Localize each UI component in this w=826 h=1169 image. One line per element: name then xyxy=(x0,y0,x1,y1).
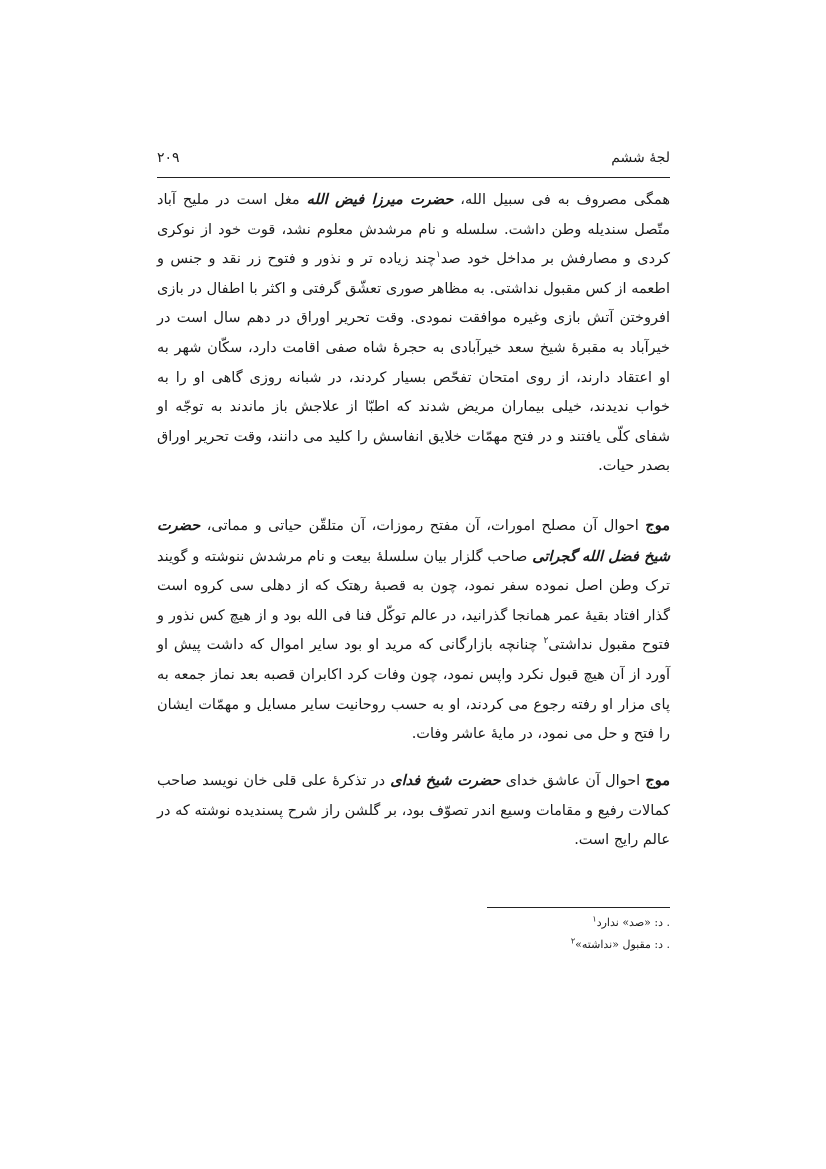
honorific-name: حضرت میرزا فیض الله xyxy=(306,191,454,208)
footnote-marker: ۱ xyxy=(435,250,441,261)
footnote-text: . د: «صد» ندارد xyxy=(596,916,670,929)
footnote-marker: ۲ xyxy=(543,636,549,647)
footnotes xyxy=(157,912,670,956)
paragraph-text: چنانچه بازارگانی که مرید او بود سایر اموال که داشت پیش او آورد از آن هیچ قبول نکرد واپس نمود، چون وفات کرد اکابران قصبه بعد نماز جمعه به پای مزار او رفته رجوع می کردند، او به حسب روحانیت سایر مسایل و مهمّات ایشان را فتح و حل می نمود، در مایۀ عاشر وفات. xyxy=(157,637,670,743)
page-number: ۲۰۹ xyxy=(157,150,180,166)
footnote-rule xyxy=(487,907,670,908)
paragraph-text: احوال آن عاشق خدای xyxy=(500,773,646,789)
paragraph-text: مغل است در ملیح آباد متّصل سندیله وطن داشت. سلسله و نام مرشدش معلوم نشد، قوت خود از نوکری کردی و مصارفش بر مداخل خود صد xyxy=(157,192,670,268)
paragraph-text: چند زیاده تر و نذور و فتوح زر نقد و جنس و اطعمه از کس مقبول نداشتی. به مظاهر صوری تعشّق گرفتی و اکثر با اطفال در بازی افروختن آتش بازی وغیره موافقت نمودی. وقت تحریر اوراق در دهم سال است در خیرآباد به مقبرۀ شیخ سعد خیرآبادی به حجرۀ شاه صفی اقامت دارد، سکّان شهر به او اعتقاد دارند، از روی امتحان تفحّص بسیار کردند، در شبانه روزی گاهی او را به خواب ندیدند، خیلی بیماران مریض شدند که اطبّا از علاجش باز ماندند به توجّه او شفای کلّی یافتند و در فتح مهمّات خلایق انفاسش را کلید می دانند، وقت تحریر اوراق بصدر حیات. xyxy=(157,251,670,475)
paragraph-text: صاحب گلزار بیان سلسلۀ بیعت و نام مرشدش ننوشته و گویند ترک وطن اصل نموده سفر نمود، چون به قصبۀ رهتک که از دهلی سی کروه است گذار افتاد بقیۀ عمر همانجا گذرانید، در عالم توکّل فنا فی الله بود و از هیچ کس نذور و فتوح مقبول نداشتی xyxy=(157,548,671,654)
footnote-number: ۲ xyxy=(570,936,576,946)
header-rule xyxy=(157,177,670,178)
paragraph xyxy=(157,766,670,856)
footnote xyxy=(157,934,670,956)
paragraph-text: همگی مصروف به فی سبیل الله، xyxy=(453,192,670,208)
honorific-name: حضرت شیخ فدای xyxy=(390,772,501,789)
paragraph-text: در تذکرۀ علی قلی خان نویسد صاحب کمالات رفیع و مقامات وسیع اندر تصوّف بود، بر گلشن راز شرح پسندیده نوشته که در عالم رایج است. xyxy=(157,773,670,849)
footnote-text: . د: مقبول «نداشته» xyxy=(575,938,670,951)
running-title: لجۀ ششم xyxy=(611,150,670,166)
paragraph-text: احوال آن مصلح امورات، آن مفتح رموزات، آن متلقّن حیاتی و مماتی، xyxy=(200,518,646,534)
paragraph xyxy=(157,511,670,750)
section-keyword: موج xyxy=(645,517,670,534)
footnote-number: ۱ xyxy=(592,914,597,924)
honorific-name: حضرت شیخ فضل الله گجراتی xyxy=(157,517,671,565)
footnote xyxy=(157,912,670,934)
paragraph xyxy=(157,185,670,482)
section-keyword: موج xyxy=(645,772,670,789)
running-head xyxy=(157,150,670,174)
